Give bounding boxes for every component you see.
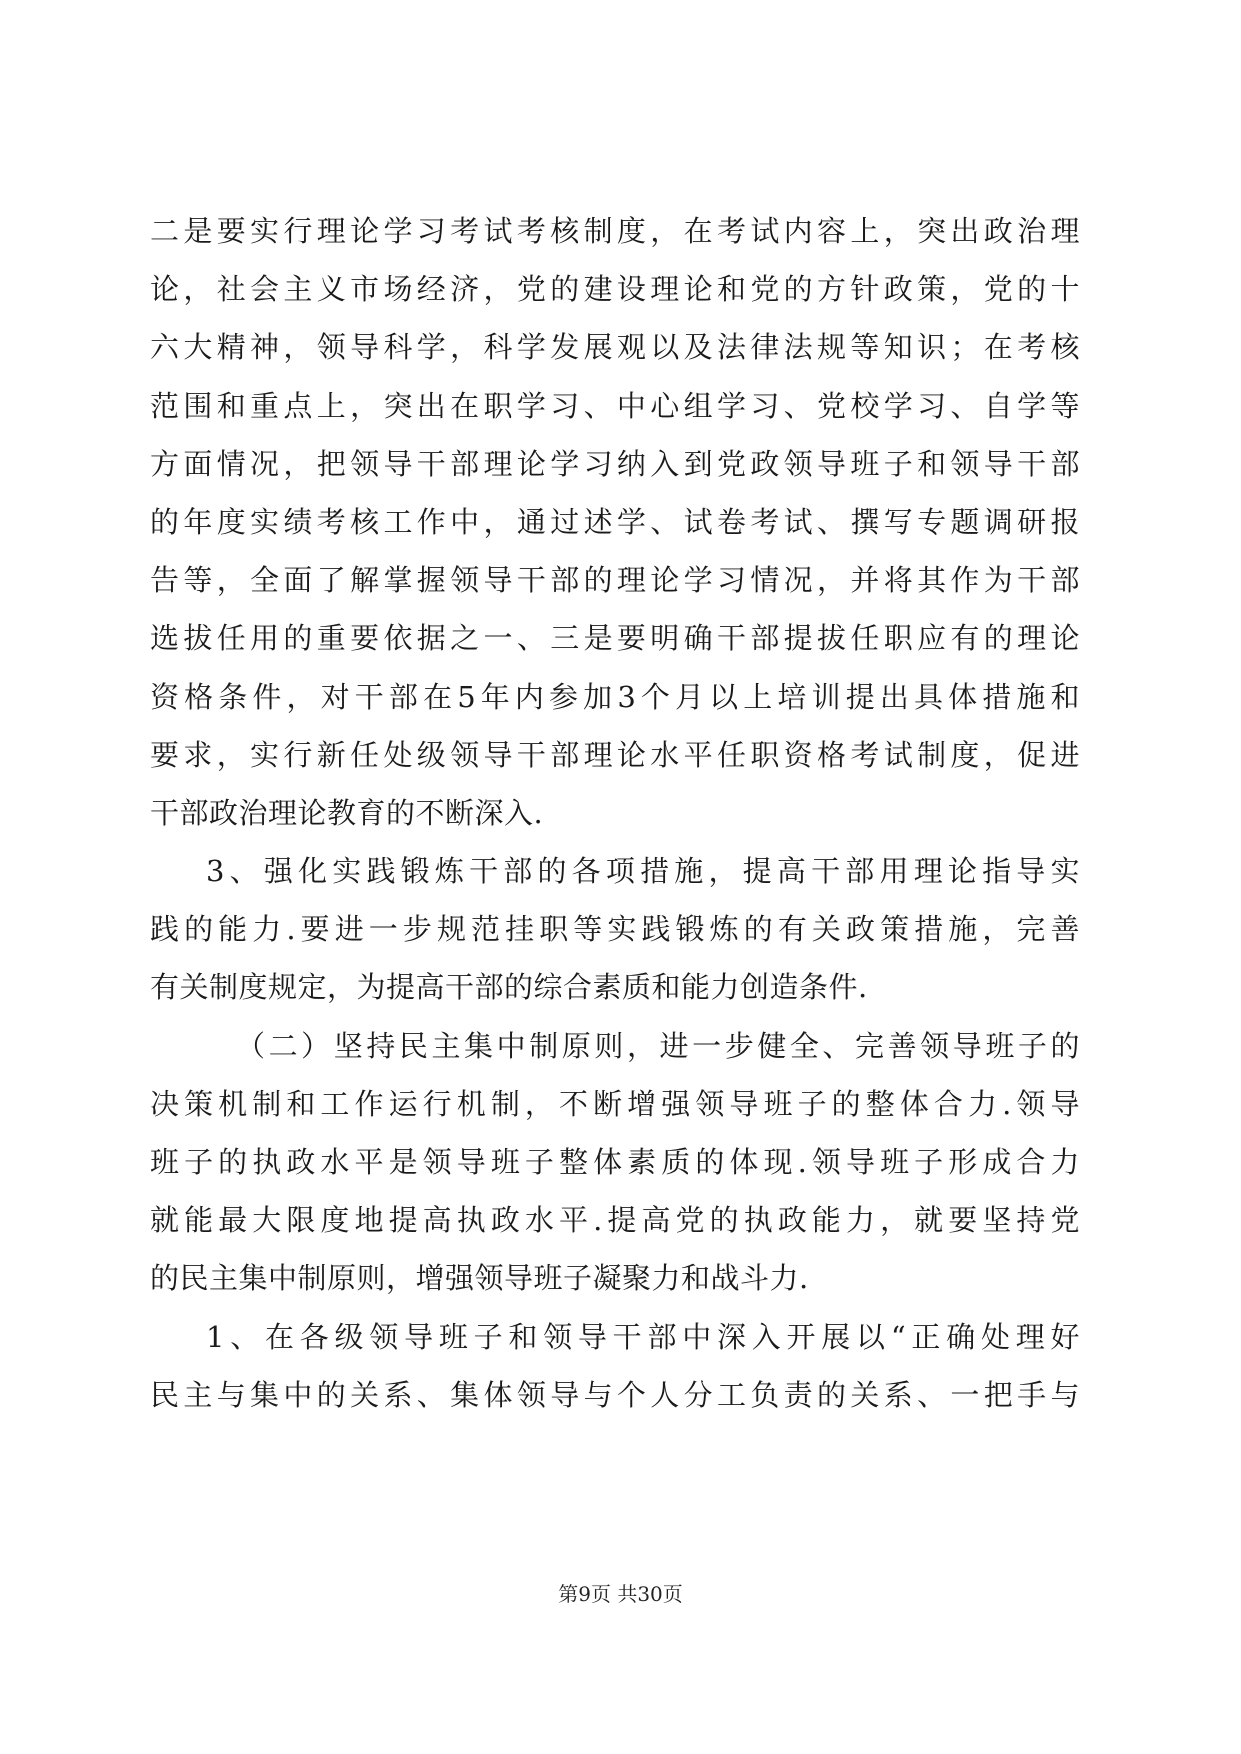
text-line: 决策机制和工作运行机制，不断增强领导班子的整体合力.领导 — [150, 1086, 1080, 1121]
text-line: 的民主集中制原则，增强领导班子凝聚力和战斗力. — [150, 1261, 809, 1296]
text-line: 要求，实行新任处级领导干部理论水平任职资格考试制度，促进 — [150, 737, 1080, 772]
text-line: 就能最大限度地提高执政水平.提高党的执政能力，就要坚持党 — [150, 1203, 1080, 1238]
text-line: 方面情况，把领导干部理论学习纳入到党政领导班子和领导干部 — [150, 446, 1080, 481]
text-line: 1、在各级领导班子和领导干部中深入开展以“正确处理好 — [206, 1319, 1080, 1354]
paragraph-2 — [150, 842, 1080, 1017]
paragraph-1 — [150, 202, 1080, 842]
text-line: 资格条件，对干部在5年内参加3个月以上培训提出具体措施和 — [150, 679, 1080, 714]
text-line: 选拔任用的重要依据之一、三是要明确干部提拔任职应有的理论 — [150, 621, 1080, 656]
text-line: 论，社会主义市场经济，党的建设理论和党的方针政策，党的十 — [150, 272, 1080, 307]
text-line: 有关制度规定，为提高干部的综合素质和能力创造条件. — [150, 970, 868, 1005]
text-line: 民主与集中的关系、集体领导与个人分工负责的关系、一把手与 — [150, 1377, 1080, 1412]
text-line: 范围和重点上，突出在职学习、中心组学习、党校学习、自学等 — [150, 388, 1080, 423]
text-line: 班子的执政水平是领导班子整体素质的体现.领导班子形成合力 — [150, 1145, 1080, 1179]
paragraph-3 — [150, 1017, 1080, 1308]
text-line: 六大精神，领导科学，科学发展观以及法律法规等知识；在考核 — [150, 330, 1080, 365]
document-body — [150, 202, 1080, 1424]
text-line: 3、强化实践锻炼干部的各项措施，提高干部用理论指导实 — [206, 854, 1080, 889]
text-line: 的年度实绩考核工作中，通过述学、试卷考试、撰写专题调研报 — [150, 504, 1080, 539]
text-line: 告等，全面了解掌握领导干部的理论学习情况，并将其作为干部 — [150, 563, 1080, 598]
text-line: 干部政治理论教育的不断深入. — [150, 795, 544, 830]
page-footer: 第9页 共30页 — [558, 1582, 683, 1606]
paragraph-4 — [150, 1308, 1080, 1424]
text-line: （二）坚持民主集中制原则，进一步健全、完善领导班子的 — [236, 1028, 1080, 1063]
text-line: 践的能力.要进一步规范挂职等实践锻炼的有关政策措施，完善 — [150, 912, 1080, 947]
text-line: 二是要实行理论学习考试考核制度，在考试内容上，突出政治理 — [150, 214, 1080, 248]
